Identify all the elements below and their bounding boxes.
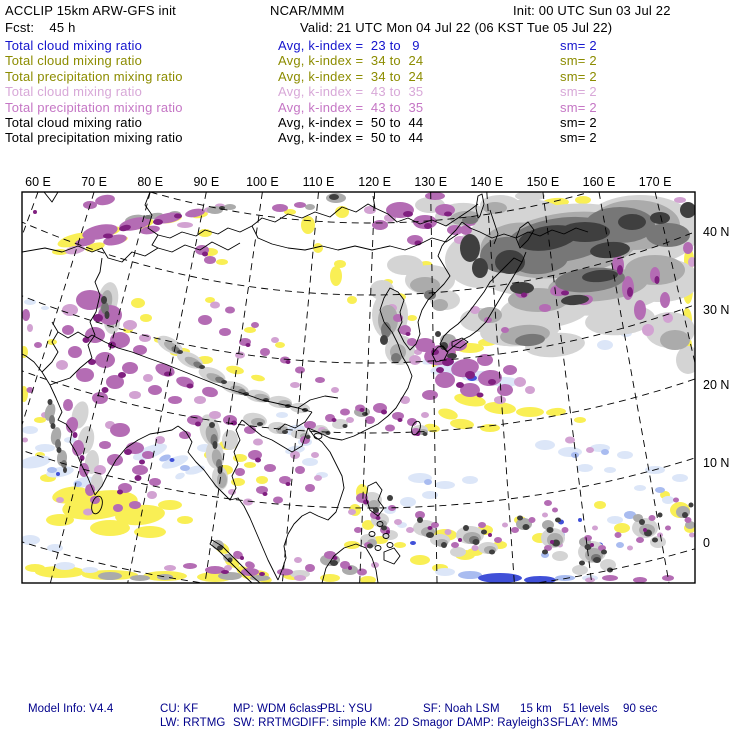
legend-sm: sm= 2	[560, 84, 597, 100]
lon-tick-label: 160 E	[582, 175, 616, 189]
plot-title: ACCLIP 15km ARW-GFS init	[5, 3, 176, 18]
footer-line1-segment: Model Info: V4.4	[28, 703, 114, 715]
lon-tick-label: 170 E	[638, 175, 672, 189]
legend-stat: Avg, k-index = 43 to 35	[278, 84, 424, 100]
footer-line2-segment: DAMP: Rayleigh3	[457, 717, 550, 729]
legend-stat: Avg, k-index = 50 to 44	[278, 115, 424, 130]
legend-stat: Avg, k-index = 43 to 35	[278, 99, 424, 115]
lon-tick-label: 130 E	[414, 175, 448, 189]
lon-tick-label: 60 E	[25, 175, 51, 189]
footer-line1-segment: CU: KF	[160, 703, 199, 715]
forecast-hour-label: Fcst: 45 h	[5, 20, 76, 35]
legend-sm: sm= 2	[560, 38, 597, 53]
footer-line2-segment: LW: RRTMG	[160, 717, 226, 729]
lat-tick-label: 10 N	[703, 456, 730, 470]
legend-field: Total precipitation mixing ratio	[5, 130, 183, 146]
legend-field: Total cloud mixing ratio	[5, 84, 143, 100]
lat-labels	[703, 225, 729, 550]
footer-line1-segment: MP: WDM 6class	[233, 703, 323, 715]
lon-tick-label: 70 E	[81, 175, 107, 189]
footer-line2-segment: KM: 2D Smagor	[370, 717, 454, 729]
lon-tick-label: 150 E	[526, 175, 560, 189]
legend-stat: Avg, k-index = 50 to 44	[278, 130, 424, 146]
lon-tick-label: 110 E	[302, 175, 335, 189]
legend-field: Total precipitation mixing ratio	[5, 68, 183, 84]
legend-field: Total cloud mixing ratio	[5, 38, 143, 53]
legend-sm: sm= 2	[560, 115, 597, 130]
footer-line2-segment: SFLAY: MM5	[550, 717, 618, 729]
lon-labels	[25, 175, 671, 189]
org-label: NCAR/MMM	[270, 3, 345, 18]
lon-tick-label: 100 E	[246, 175, 279, 189]
legend-sm: sm= 2	[560, 68, 597, 84]
lat-tick-label: 40 N	[703, 225, 730, 239]
footer-line2-segment: DIFF: simple	[300, 717, 367, 729]
lon-tick-label: 120 E	[358, 175, 391, 189]
footer-line1-segment: 15 km	[520, 703, 552, 715]
legend-sm: sm= 2	[560, 53, 597, 69]
footer-line1-segment: SF: Noah LSM	[423, 703, 500, 715]
init-time-label: Init: 00 UTC Sun 03 Jul 22	[513, 3, 671, 18]
legend-sm: sm= 2	[560, 99, 597, 115]
field-layer-strongblue	[56, 372, 642, 584]
footer-line1-segment: PBL: YSU	[320, 703, 373, 715]
legend-field: Total precipitation mixing ratio	[5, 99, 183, 115]
lat-tick-label: 0	[703, 536, 710, 550]
legend-stat: Avg, k-index = 34 to 24	[278, 53, 424, 69]
footer-line1-segment: 90 sec	[623, 703, 658, 715]
lat-tick-label: 30 N	[703, 303, 730, 317]
legend-stat: Avg, k-index = 34 to 24	[278, 68, 424, 84]
valid-time-label: Valid: 21 UTC Mon 04 Jul 22 (06 KST Tue 05 Jul 22)	[300, 20, 613, 35]
lat-tick-label: 20 N	[703, 378, 730, 392]
lon-tick-label: 90 E	[193, 175, 220, 189]
legend-field: Total cloud mixing ratio	[5, 115, 143, 130]
legend-stat: Avg, k-index = 23 to 9	[278, 38, 420, 53]
lon-tick-label: 140 E	[470, 175, 504, 189]
footer-line1-segment: 51 levels	[563, 703, 610, 715]
legend-sm: sm= 2	[560, 130, 597, 146]
footer-line2-segment: SW: RRTMG	[233, 717, 301, 729]
lon-tick-label: 80 E	[137, 175, 164, 189]
legend-field: Total cloud mixing ratio	[5, 53, 143, 69]
